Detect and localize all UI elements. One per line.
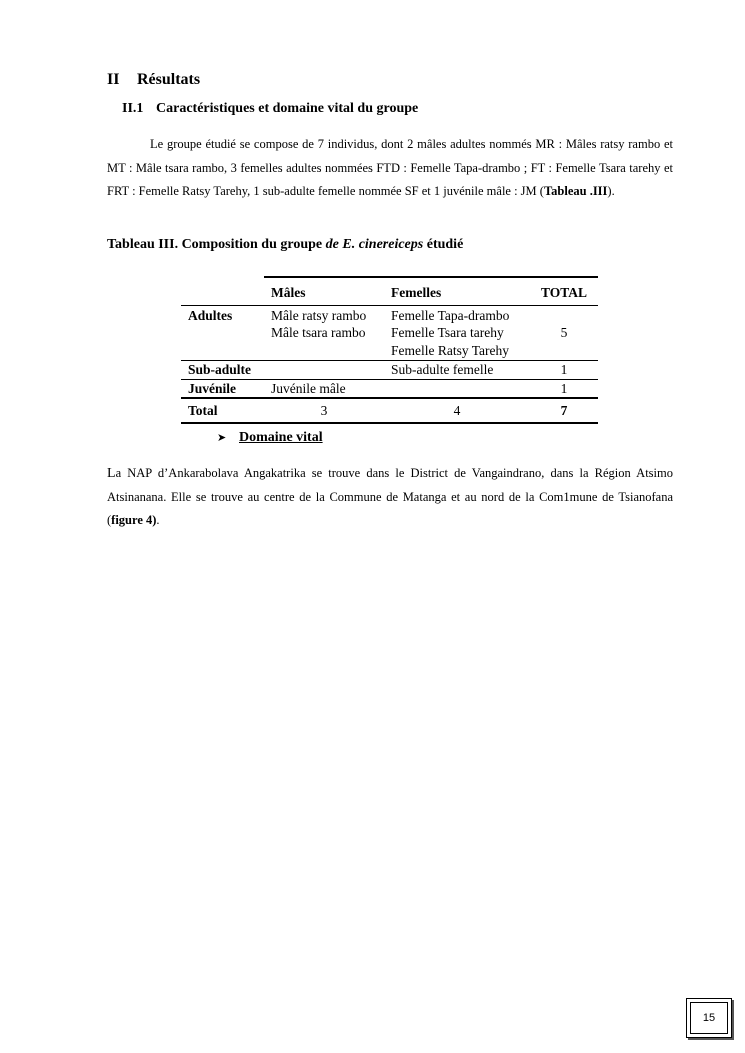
cell-line: Mâle tsara rambo	[271, 325, 366, 340]
cell-grand-total: 7	[530, 398, 598, 423]
table-caption: Tableau III. Composition du groupe de E. cinereiceps étudié	[107, 237, 464, 252]
row-label: Juvénile	[181, 379, 264, 398]
subsection-number: II.1	[122, 101, 144, 116]
row-label: Sub-adulte	[181, 361, 264, 380]
bullet-text: Domaine vital	[239, 430, 323, 445]
table-row-juvenile: Juvénile Juvénile mâle 1	[181, 379, 598, 398]
table-row-adultes	[181, 305, 598, 361]
page-number-box	[686, 998, 732, 1038]
header-males: Mâles	[264, 277, 384, 305]
section-heading	[107, 71, 200, 89]
table-row-total: Total 3 4 7	[181, 398, 598, 423]
section-number: II	[107, 71, 120, 88]
row-label: Adultes	[188, 307, 233, 323]
table-reference: Tableau .III	[543, 184, 608, 198]
cell-line: Mâle ratsy rambo	[271, 307, 367, 323]
paragraph-group-composition: Le groupe étudié se compose de 7 individus, dont 2 mâles adultes nommés MR : Mâles ratsy rambo et MT : Mâle tsara rambo, 3 femelles adultes nommées FTD : Femelle Tapa-drambo ; FT : Femelle Tsara tarehy et FRT : Femelle Ratsy Tarehy, 1 sub-adulte femelle nommée SF et 1 juvénile mâle : JM (Tableau .III).	[107, 137, 673, 198]
table-header-row	[181, 277, 598, 305]
cell-total: 5	[560, 325, 568, 340]
subsection-heading	[122, 101, 418, 117]
page-number: 15	[690, 1002, 728, 1034]
cell-line: Femelle Tsara tarehy	[391, 325, 504, 340]
cell-total: 1	[530, 361, 598, 380]
cell-line: Femelle Ratsy Tarehy	[391, 342, 510, 358]
cell-total: 1	[530, 379, 598, 398]
bullet-domaine-vital	[217, 430, 323, 446]
figure-reference: figure 4)	[111, 513, 157, 527]
composition-table	[181, 276, 598, 424]
arrow-bullet-icon: ➤	[217, 432, 227, 444]
cell-line: Femelle Tapa-drambo	[391, 307, 510, 323]
row-label: Total	[181, 398, 264, 423]
paragraph-location: La NAP d’Ankarabolava Angakatrika se trouve dans le District de Vangaindrano, dans la Région Atsimo Atsinanana. Elle se trouve au centre de la Commune de Matanga et au nord de la Com1mune de Tsianofana (figure 4).	[107, 466, 673, 527]
header-total: TOTAL	[530, 277, 598, 305]
table-row-sub-adulte: Sub-adulte Sub-adulte femelle 1	[181, 361, 598, 380]
subsection-title: Caractéristiques et domaine vital du groupe	[156, 101, 419, 116]
header-femelles: Femelles	[384, 277, 530, 305]
section-title: Résultats	[137, 71, 201, 88]
